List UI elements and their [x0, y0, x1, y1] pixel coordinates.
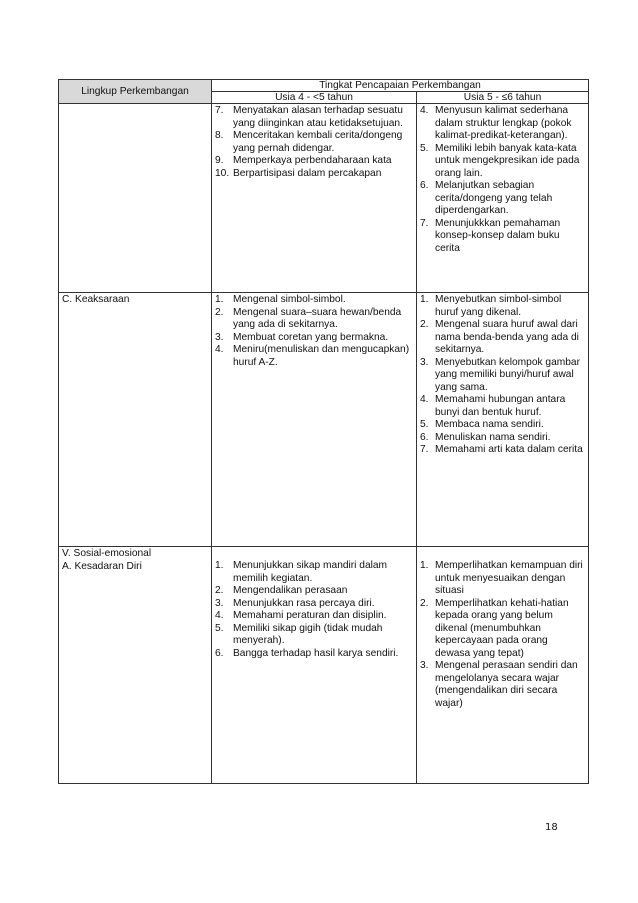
header-age-5-6: Usia 5 - ≤6 tahun — [417, 92, 589, 104]
item-number: 2. — [420, 597, 429, 609]
list-item — [420, 218, 585, 256]
item-text: Meniru(menuliskan dan mengucapkan) huruf A-Z. — [233, 344, 410, 368]
item-text: Mengendalikan perasaan — [233, 585, 348, 596]
item-number: 10. — [215, 167, 230, 179]
item-text: Membaca nama sendiri. — [435, 419, 544, 430]
item-text: Memahami hubungan antara bunyi dan bentuk huruf. — [435, 394, 566, 418]
list-item — [215, 648, 413, 661]
item-text: Mengenal simbol-simbol. — [233, 294, 346, 305]
achievement-list — [215, 294, 413, 369]
item-number: 3. — [420, 660, 429, 671]
item-number: 1. — [215, 560, 224, 571]
item-number: 7. — [420, 444, 429, 455]
list-item — [215, 155, 413, 168]
item-number: 4. — [215, 610, 224, 621]
area-cell — [59, 104, 212, 293]
item-number: 2. — [215, 585, 224, 596]
item-text: Membuat coretan yang bermakna. — [233, 331, 389, 343]
item-text: Menunjukkan sikap mandiri dalam memilih kegiatan. — [233, 560, 388, 584]
list-item — [420, 319, 585, 357]
list-item — [420, 432, 585, 445]
item-number: 2. — [420, 319, 429, 330]
item-number: 1. — [420, 294, 429, 305]
item-number: 6. — [215, 647, 224, 659]
area-cell — [59, 293, 212, 547]
list-item — [215, 610, 413, 623]
item-text: Menyebutkan kelompok gambar yang memiliki bunyi/huruf awal yang sama. — [435, 356, 580, 393]
item-number: 4. — [420, 394, 429, 405]
item-number: 5. — [420, 419, 429, 430]
item-number: 3. — [215, 331, 224, 343]
list-item — [215, 294, 413, 307]
list-item — [215, 105, 413, 130]
item-text: Mengenal perasaan sendiri dan mengelolanya secara wajar (mengendalikan diri secara wajar) — [435, 660, 578, 709]
list-item — [420, 560, 585, 598]
list-item — [420, 394, 585, 419]
list-item — [215, 585, 413, 598]
development-table — [58, 79, 589, 784]
achievement-list — [420, 560, 585, 710]
item-text: Bangga terhadap hasil karya sendiri. — [233, 647, 399, 659]
area-label: V. Sosial-emosional — [62, 548, 152, 559]
item-text: Mengenal suara–suara hewan/benda yang ada di sekitarnya. — [233, 306, 402, 330]
item-text: Memperkaya perbendaharaan kata — [233, 155, 392, 166]
item-number: 7. — [215, 105, 224, 116]
achievement-list — [420, 105, 585, 255]
age-4-5-cell — [212, 293, 417, 547]
age-5-6-cell — [417, 293, 589, 547]
item-number: 3. — [215, 597, 224, 609]
header-age-4-5: Usia 4 - <5 tahun — [212, 92, 417, 104]
item-number: 4. — [215, 344, 224, 355]
list-item — [420, 180, 585, 218]
item-number: 9. — [215, 155, 224, 166]
list-item — [420, 105, 585, 143]
item-text: Memperlihatkan kemampuan diri untuk menyesuaikan dengan situasi — [435, 560, 583, 596]
item-number: 6. — [420, 180, 429, 191]
page-number: 18 — [545, 822, 558, 833]
header-area: Lingkup Perkembangan — [59, 80, 212, 104]
item-text: Menceritakan kembali cerita/dongeng yang pernah didengar. — [233, 130, 403, 154]
list-item — [420, 660, 585, 710]
item-text: Menunjukkan rasa percaya diri. — [233, 597, 375, 609]
item-text: Memiliki lebih banyak kata-kata untuk mengekpresikan ide pada orang lain. — [435, 142, 580, 179]
item-text: Melanjutkan sebagian cerita/dongeng yang telah diperdengarkan. — [435, 180, 553, 216]
item-text: Memahami arti kata dalam cerita — [435, 444, 583, 455]
list-item — [420, 357, 585, 395]
item-text: Memiliki sikap gigih (tidak mudah menyerah). — [233, 622, 383, 646]
item-text: Menuliskan nama sendiri. — [435, 431, 551, 443]
list-item — [420, 598, 585, 661]
table-header-row — [59, 80, 589, 92]
item-number: 5. — [215, 622, 224, 634]
item-text: Memahami peraturan dan disiplin. — [233, 610, 387, 621]
item-number: 4. — [420, 105, 429, 116]
list-item — [420, 419, 585, 432]
age-4-5-cell — [212, 547, 417, 784]
table-row — [59, 104, 589, 293]
item-text: Menyatakan alasan terhadap sesuatu yang diinginkan atau ketidaksetujuan. — [233, 105, 403, 129]
achievement-list — [215, 105, 413, 180]
list-item — [215, 332, 413, 345]
item-text: Menyebutkan simbol-simbol huruf yang dikenal. — [435, 294, 562, 318]
header-group: Tingkat Pencapaian Perkembangan — [212, 80, 589, 92]
list-item — [215, 168, 413, 181]
item-number: 2. — [215, 306, 224, 318]
item-text: Mengenal suara huruf awal dari nama benda-benda yang ada di sekitarnya. — [435, 319, 579, 355]
list-item — [420, 444, 585, 457]
item-text: Memperlihatkan kehati-hatian kepada orang yang belum dikenal (menumbuhkan kepercayaan pada orang dewasa yang tepat) — [435, 597, 569, 659]
item-number: 8. — [215, 130, 224, 141]
achievement-list — [420, 294, 585, 457]
list-item — [215, 623, 413, 648]
list-item — [215, 560, 413, 585]
item-number: 7. — [420, 217, 429, 229]
sub-area-label: A. Kesadaran Diri — [62, 560, 142, 572]
list-item — [215, 130, 413, 155]
table-row — [59, 547, 589, 784]
list-item — [420, 294, 585, 319]
area-label: C. Keaksaraan — [62, 294, 130, 305]
list-item — [215, 598, 413, 611]
item-number: 1. — [215, 294, 224, 305]
area-cell — [59, 547, 212, 784]
age-5-6-cell — [417, 104, 589, 293]
item-text: Berpartisipasi dalam percakapan — [233, 167, 382, 179]
item-text: Menunjukkkan pemahaman konsep-konsep dalam buku cerita — [435, 217, 561, 254]
age-4-5-cell — [212, 104, 417, 293]
list-item — [215, 344, 413, 369]
age-5-6-cell — [417, 547, 589, 784]
item-number: 3. — [420, 356, 429, 368]
list-item — [420, 143, 585, 181]
item-number: 1. — [420, 560, 429, 571]
achievement-list — [215, 560, 413, 660]
item-number: 5. — [420, 142, 429, 154]
list-item — [215, 307, 413, 332]
table-row — [59, 293, 589, 547]
item-number: 6. — [420, 431, 429, 443]
item-text: Menyusun kalimat sederhana dalam struktur lengkap (pokok kalimat-predikat-keterangan). — [435, 105, 572, 141]
